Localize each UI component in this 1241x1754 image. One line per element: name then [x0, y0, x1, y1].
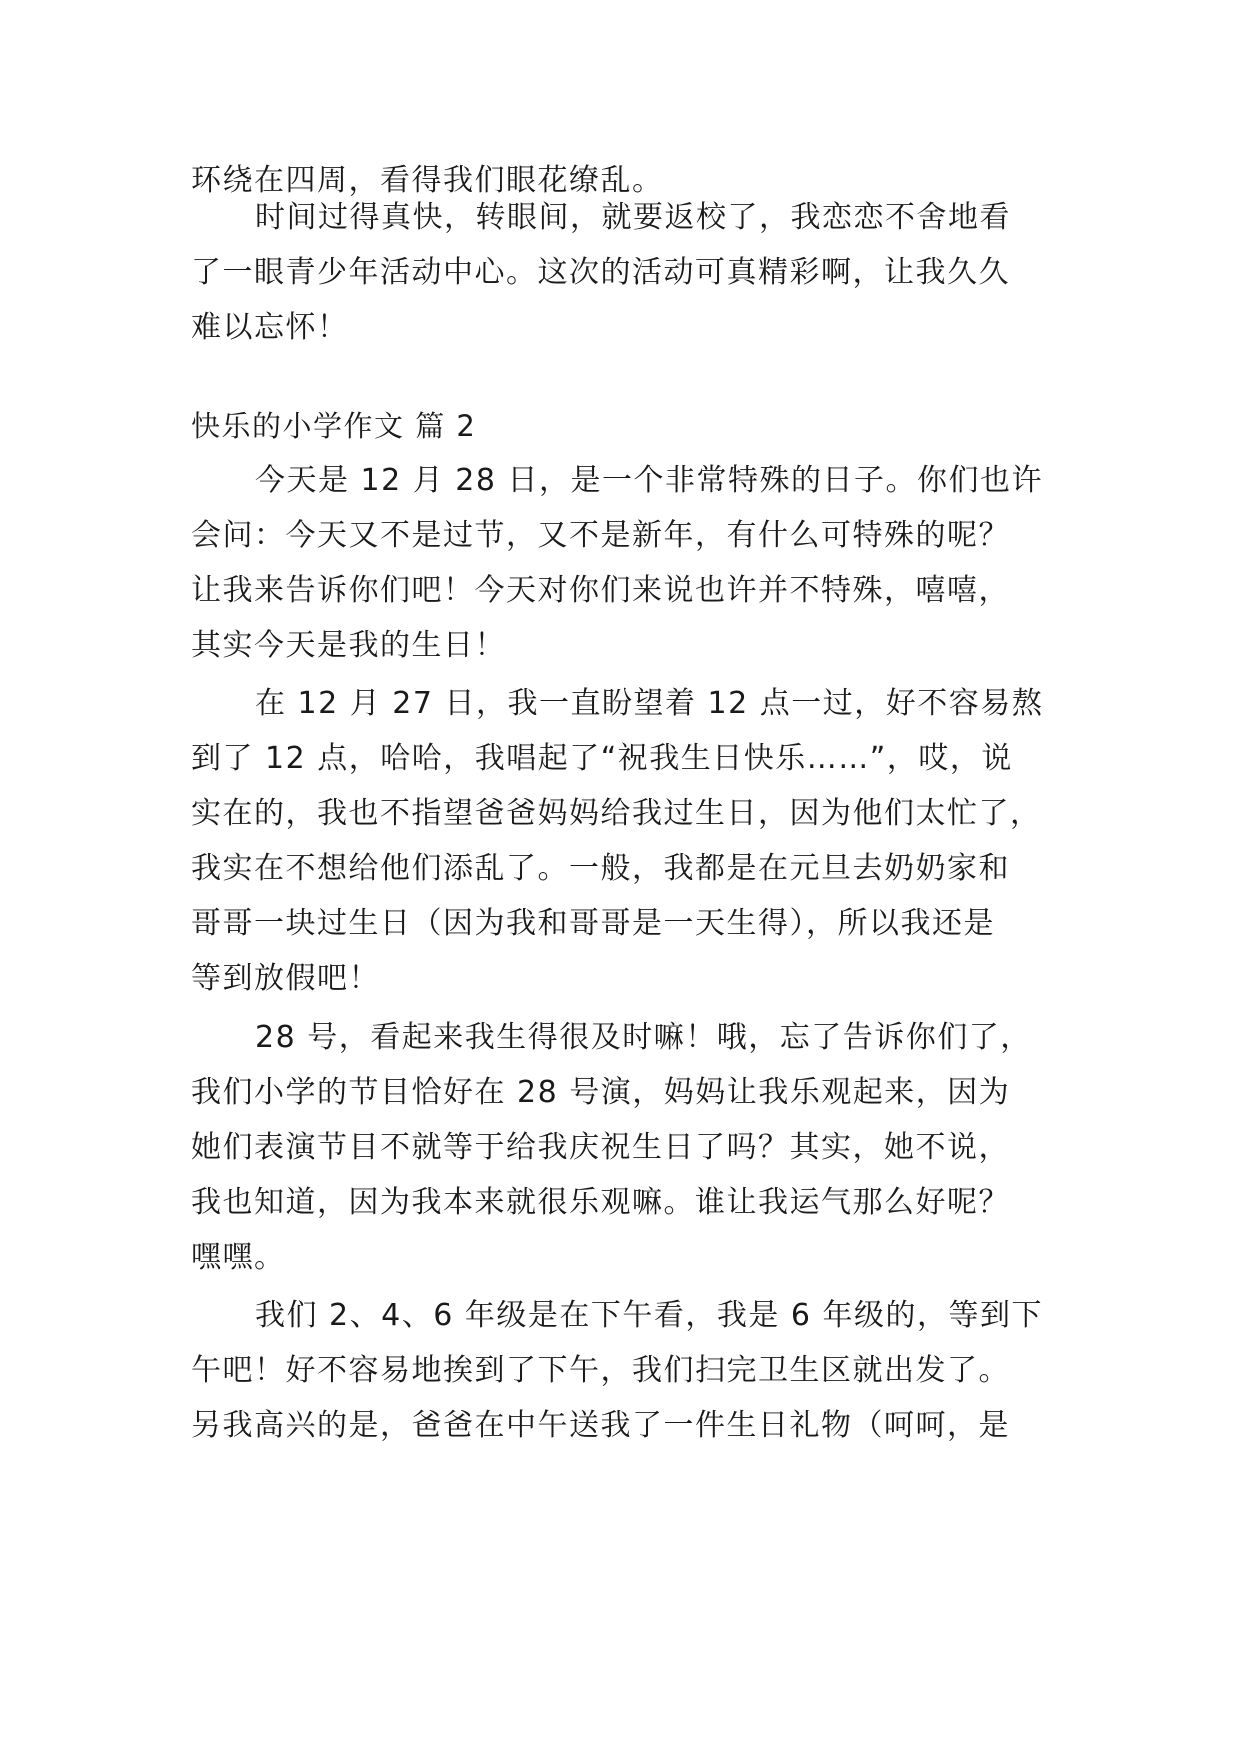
text-line: 实在的，我也不指望爸爸妈妈给我过生日，因为他们太忙了， — [191, 796, 1042, 831]
paragraph-start: 我们 2、4、6 年级是在下午看，我是 6 年级的，等到下 — [255, 1298, 1043, 1333]
text-line: 到了 12 点，哈哈，我唱起了“祝我生日快乐……”，哎，说 — [191, 741, 1013, 776]
text-line: 其实今天是我的生日！ — [191, 628, 506, 663]
text-line: 让我来告诉你们吧！今天对你们来说也许并不特殊，嘻嘻， — [191, 573, 1010, 608]
text-line: 难以忘怀！ — [191, 310, 349, 345]
text-line: 了一眼青少年活动中心。这次的活动可真精彩啊，让我久久 — [191, 255, 1010, 290]
section-title: 快乐的小学作文 篇 2 — [191, 409, 477, 443]
text-line: 她们表演节目不就等于给我庆祝生日了吗？其实，她不说， — [191, 1130, 1010, 1165]
text-line: 我也知道，因为我本来就很乐观嘛。谁让我运气那么好呢？ — [191, 1185, 1010, 1220]
text-line: 哥哥一块过生日（因为我和哥哥是一天生得），所以我还是 — [191, 906, 995, 941]
paragraph-start: 今天是 12 月 28 日，是一个非常特殊的日子。你们也许 — [255, 463, 1043, 498]
text-line: 我实在不想给他们添乱了。一般，我都是在元旦去奶奶家和 — [191, 851, 1010, 886]
paragraph-start: 时间过得真快，转眼间，就要返校了，我恋恋不舍地看 — [255, 200, 1011, 235]
text-line: 另我高兴的是，爸爸在中午送我了一件生日礼物（呵呵，是 — [191, 1408, 1010, 1443]
text-line: 午吧！好不容易地挨到了下午，我们扫完卫生区就出发了。 — [191, 1353, 1010, 1388]
text-line: 我们小学的节目恰好在 28 号演，妈妈让我乐观起来，因为 — [191, 1075, 1011, 1110]
text-line: 等到放假吧！ — [191, 961, 380, 996]
paragraph-start: 28 号，看起来我生得很及时嘛！哦，忘了告诉你们了， — [255, 1020, 1032, 1055]
text-line: 嘿嘿。 — [191, 1240, 286, 1275]
text-line: 环绕在四周，看得我们眼花缭乱。 — [191, 163, 664, 198]
paragraph-start: 在 12 月 27 日，我一直盼望着 12 点一过，好不容易熬 — [255, 686, 1044, 721]
text-line: 会问：今天又不是过节，又不是新年，有什么可特殊的呢？ — [191, 518, 1010, 553]
